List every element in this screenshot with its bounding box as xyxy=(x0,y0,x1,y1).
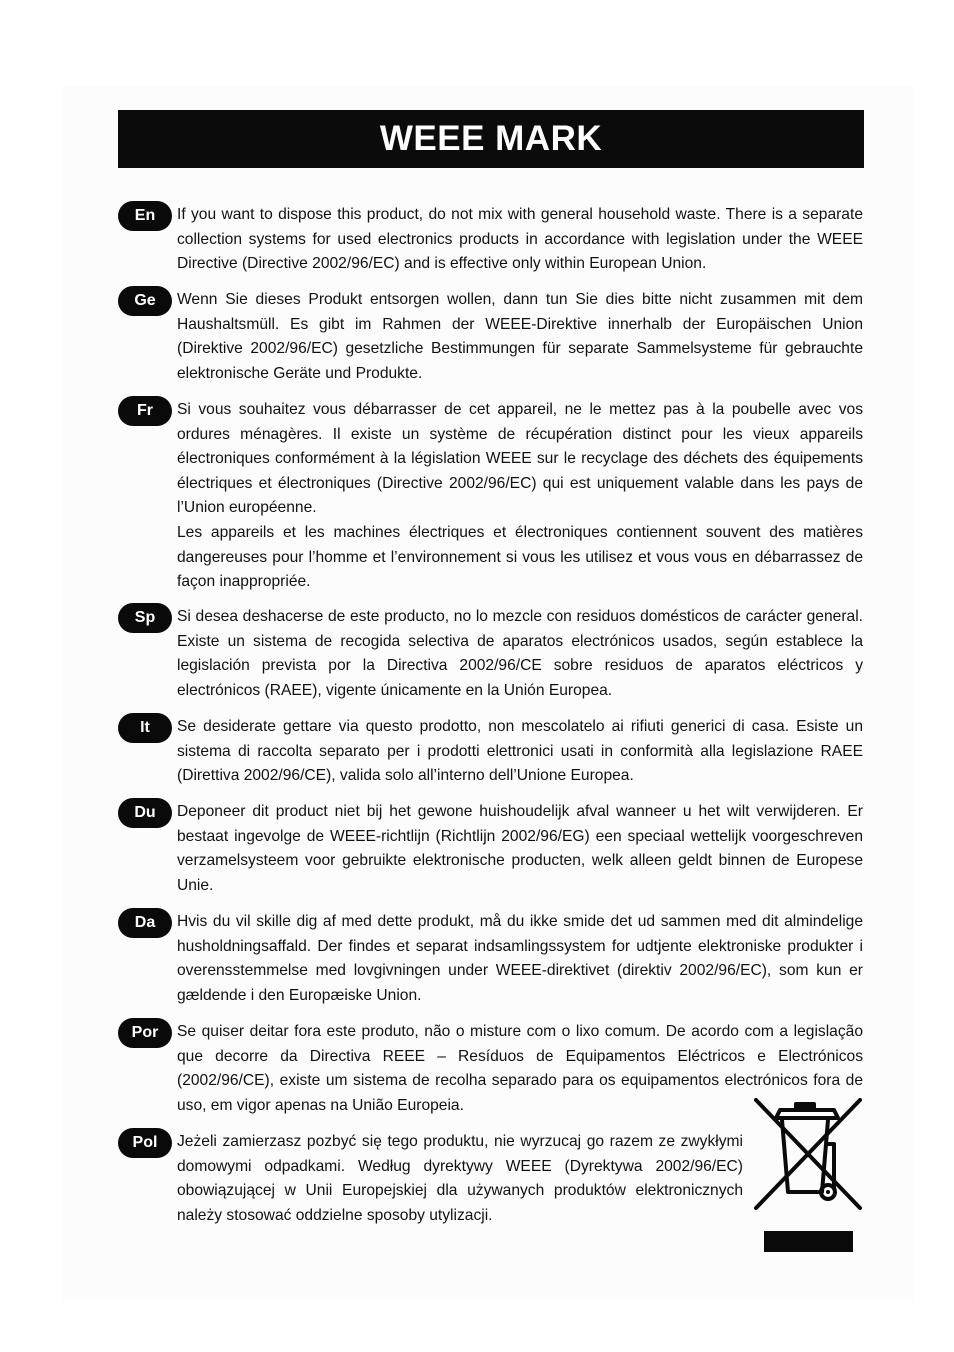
title-bar xyxy=(118,110,864,168)
paragraph: Les appareils et les machines électriques et électroniques contiennent souvent des matières dangereuses pour l’homme et l’environnement si vous les utilisez et vous vous en débarrassez de façon inappropriée. xyxy=(177,523,863,591)
paragraph: Se desiderate gettare via questo prodotto, non mescolatelo ai rifiuti generici di casa. Esiste un sistema di raccolta separato per i prodotti elettronici usati in conformità alla legislazione RAEE (Direttiva 2002/96/CE), valida solo all’interno dell’Unione Europea. xyxy=(177,718,863,785)
language-badge-da: Da xyxy=(118,908,172,938)
language-badge-ge: Ge xyxy=(118,286,172,316)
language-badge-en: En xyxy=(118,201,172,231)
page-title: WEEE MARK xyxy=(379,119,603,158)
language-badge-por: Por xyxy=(118,1018,172,1048)
bin-underline-bar xyxy=(764,1231,853,1252)
language-badge-sp: Sp xyxy=(118,603,172,633)
paragraph: If you want to dispose this product, do not mix with general household waste. There is a separate collection systems for used electronics products in accordance with legislation under the WEEE Directive (Directive 2002/96/EC) and is effective only within European Union. xyxy=(177,206,863,273)
section-text-it xyxy=(177,715,863,789)
section-text-du xyxy=(177,800,863,898)
language-badge-fr: Fr xyxy=(118,396,172,426)
language-badge-it: It xyxy=(118,713,172,743)
language-badge-pol: Pol xyxy=(118,1128,172,1158)
paragraph: Si desea deshacerse de este producto, no lo mezcle con residuos domésticos de carácter general. Existe un sistema de recogida selectiva de aparatos electrónicos usados, según establece la legislación prevista por la Directiva 2002/96/CE sobre residuos de aparatos eléctricos y electrónicos (RAEE), vigente únicamente en la Unión Europea. xyxy=(177,608,863,699)
section-text-da xyxy=(177,910,863,1008)
paragraph: Deponeer dit product niet bij het gewone huishoudelijk afval wanneer u het wilt verwijderen. Er bestaat ingevolge de WEEE-richtlijn (Richtlijn 2002/96/EG) een speciaal wettelijk voorgeschreven verzamelsysteem voor gebruikte elektronische producten, welk alleen geldt binnen de Europese Unie. xyxy=(177,803,863,894)
language-badge-du: Du xyxy=(118,798,172,828)
section-text-pol xyxy=(177,1130,743,1228)
crossed-out-wheelie-bin-icon xyxy=(752,1096,864,1212)
paragraph: Wenn Sie dieses Produkt entsorgen wollen, dann tun Sie dies bitte nicht zusammen mit dem Haushaltsmüll. Es gibt im Rahmen der WEEE-Direktive innerhalb der Europäischen Union (Direktive 2002/96/EC) gesetzliche Bestimmungen für separate Sammelsysteme für gebrauchte elektronische Geräte und Produkte. xyxy=(177,291,863,382)
paragraph: Se quiser deitar fora este produto, não o misture com o lixo comum. De acordo com a legislação que decorre da Directiva REEE – Resíduos de Equipamentos Eléctricos e Electrónicos (2002/96/CE), existe um sistema de recolha separado para os equipamentos electrónicos fora de uso, em vigor apenas na União Europeia. xyxy=(177,1023,863,1114)
paragraph: Si vous souhaitez vous débarrasser de cet appareil, ne le mettez pas à la poubelle avec vos ordures ménagères. Il existe un système de récupération distinct pour les vieux appareils électroniques conformément à la législation WEEE sur le recyclage des déchets des équipements électriques et électroniques (Directive 2002/96/EC) qui est uniquement valable dans les pays de l’Union européenne. xyxy=(177,401,863,517)
section-text-sp xyxy=(177,605,863,703)
paragraph: Hvis du vil skille dig af med dette produkt, må du ikke smide det ud sammen med dit almindelige husholdningsaffald. Der findes et separat indsamlingssystem for udtjente elektroniske produkter i overensstemmelse med lovgivningen under WEEE-direktivet (direktiv 2002/96/EC), som kun er gældende i den Europæiske Union. xyxy=(177,913,863,1004)
section-text-en xyxy=(177,203,863,277)
paragraph: Jeżeli zamierzasz pozbyć się tego produktu, nie wyrzucaj go razem ze zwykłymi domowymi odpadkami. Według dyrektywy WEEE (Dyrektywa 2002/96/EC) obowiązującej w Unii Europejskiej dla używanych produktów elektronicznych należy stosować oddzielne sposoby utylizacji. xyxy=(177,1133,743,1224)
section-text-fr xyxy=(177,398,863,595)
section-text-ge xyxy=(177,288,863,386)
